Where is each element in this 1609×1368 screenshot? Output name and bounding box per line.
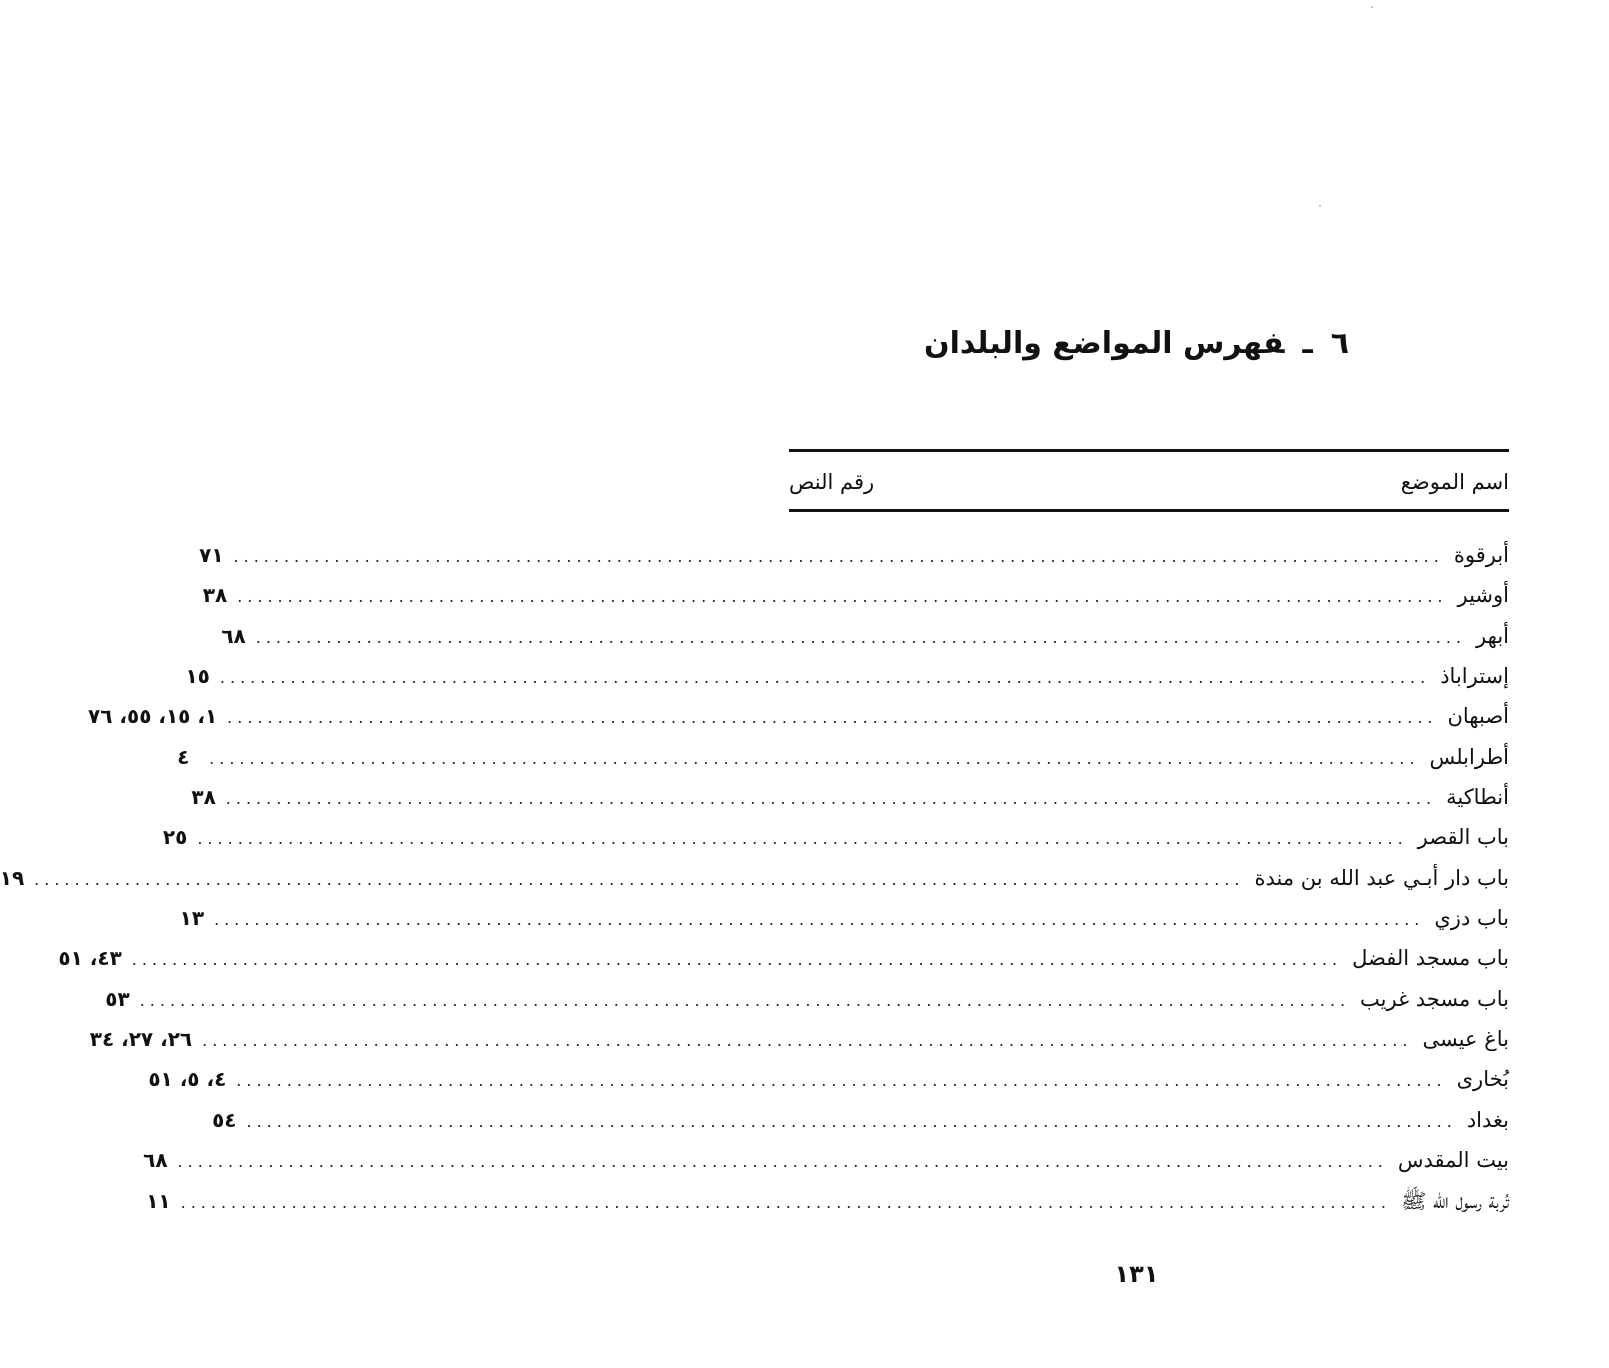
entry-place-name: باب مسجد غريب: [1360, 986, 1509, 1011]
entry-text-numbers: ١١: [146, 1188, 171, 1213]
entry-text-numbers: ١٩: [0, 865, 25, 890]
index-entry: [105, 979, 1509, 1019]
entry-text-numbers: ٥٣: [105, 986, 130, 1011]
dot-leader: ........................................................................................................................: [131, 950, 1343, 970]
dot-leader: ........................................................................................................................: [233, 547, 1444, 566]
entry-place-name: أبهر: [1476, 623, 1509, 648]
entry-text-numbers: ٤: [177, 744, 190, 769]
index-title-dash: ـ: [1302, 326, 1313, 361]
dot-leader: ........................................................................................................................: [225, 789, 1437, 809]
scan-speck: [1319, 205, 1321, 207]
entry-place-name: بغداد: [1466, 1107, 1509, 1132]
entry-place-name: باب دزي: [1434, 906, 1509, 931]
index-title: [664, 322, 1609, 366]
entry-text-numbers: ٦٨: [143, 1148, 168, 1173]
index-entry: [179, 898, 1509, 938]
place-name-header: اسم الموضع: [1400, 470, 1509, 494]
entry-place-name: بيت المقدس: [1397, 1148, 1509, 1173]
entry-text-numbers: ٣٨: [202, 583, 228, 608]
dot-leader: ........................................................................................................................: [139, 990, 1351, 1010]
index-title-text: فهرس المواضع والبلدان: [923, 326, 1285, 361]
entry-text-numbers: ٦٨: [221, 623, 246, 648]
index-entry: [148, 1059, 1509, 1099]
entry-text-numbers: ٣٨: [191, 785, 216, 810]
dot-leader: ........................................................................................................................: [219, 668, 1431, 688]
entry-text-numbers: ١، ١٥، ٥٥، ٧٦: [88, 704, 218, 729]
dot-leader: ........................................................................................................................: [227, 708, 1438, 728]
entry-text-numbers: ٢٦، ٢٧، ٣٤: [89, 1027, 193, 1052]
entry-place-name: أنطاكية: [1446, 785, 1509, 810]
dot-leader: ........................................................................................................................: [236, 1071, 1447, 1091]
dot-leader: ........................................................................................................................: [246, 1111, 1457, 1131]
entry-text-numbers: ٧١: [199, 543, 224, 567]
entry-place-name: إستراباذ: [1440, 664, 1509, 689]
entry-place-name: باب مسجد الفضل: [1352, 946, 1509, 971]
table-header: [789, 464, 1509, 500]
entry-text-numbers: ٤٣، ٥١: [58, 946, 122, 971]
index-entry: [199, 535, 1509, 575]
entry-place-name: أطرابلس: [1429, 744, 1509, 769]
index-entry: [191, 777, 1509, 817]
entry-text-numbers: ٢٥: [162, 825, 188, 850]
dot-leader: ........................................................................................................................: [214, 910, 1425, 930]
dot-leader: ........................................................................................................................: [202, 1031, 1413, 1051]
entry-text-numbers: ١٣: [179, 906, 205, 931]
entry-text-numbers: ١٥: [185, 664, 210, 689]
table-header-rule: [789, 509, 1509, 512]
dot-leader: ........................................................................................................................: [34, 869, 1245, 889]
index-entry: [221, 616, 1509, 656]
entry-place-name: باغ عيسى: [1422, 1027, 1509, 1052]
index-entries: [0, 535, 1509, 1221]
entry-place-name: باب دار أبـي عبد الله بن مندة: [1254, 865, 1509, 890]
dot-leader: ........................................................................................................................: [209, 748, 1420, 768]
entry-text-numbers: ٥٤: [212, 1107, 237, 1132]
index-entry: [89, 1019, 1509, 1059]
entry-place-name: أوشير: [1457, 583, 1509, 608]
index-entry: [88, 696, 1509, 736]
dot-leader: ........................................................................................................................: [177, 1152, 1388, 1172]
index-entry: [177, 737, 1509, 777]
dot-leader: ........................................................................................................................: [237, 587, 1448, 607]
page-number: ١٣١: [1114, 1260, 1159, 1288]
dot-leader: ........................................................................................................................: [197, 829, 1408, 849]
index-title-number: ٦: [1330, 326, 1350, 361]
index-entry: [185, 656, 1509, 696]
index-entry: [143, 1140, 1509, 1180]
dot-leader: ........................................................................................................................: [255, 627, 1467, 647]
entry-place-name: أبرقوة: [1453, 543, 1509, 567]
entry-place-name: تُربة رسول الله ﷺ: [1400, 1188, 1509, 1213]
entry-text-numbers: ٤، ٥، ٥١: [148, 1067, 227, 1092]
text-number-header: رقم النص: [789, 470, 875, 494]
index-entry: [202, 575, 1509, 615]
index-entry: [212, 1100, 1509, 1140]
table-top-rule: [789, 449, 1509, 452]
index-entry: [58, 938, 1509, 978]
entry-place-name: باب القصر: [1417, 825, 1509, 850]
index-entry: [0, 858, 1509, 898]
dot-leader: ........................................................................................................................: [180, 1192, 1391, 1212]
scan-speck: [1371, 6, 1373, 8]
entry-place-name: أصبهان: [1447, 704, 1509, 729]
index-entry: [162, 817, 1509, 857]
index-entry: [146, 1181, 1509, 1221]
entry-place-name: بُخارى: [1456, 1067, 1509, 1092]
